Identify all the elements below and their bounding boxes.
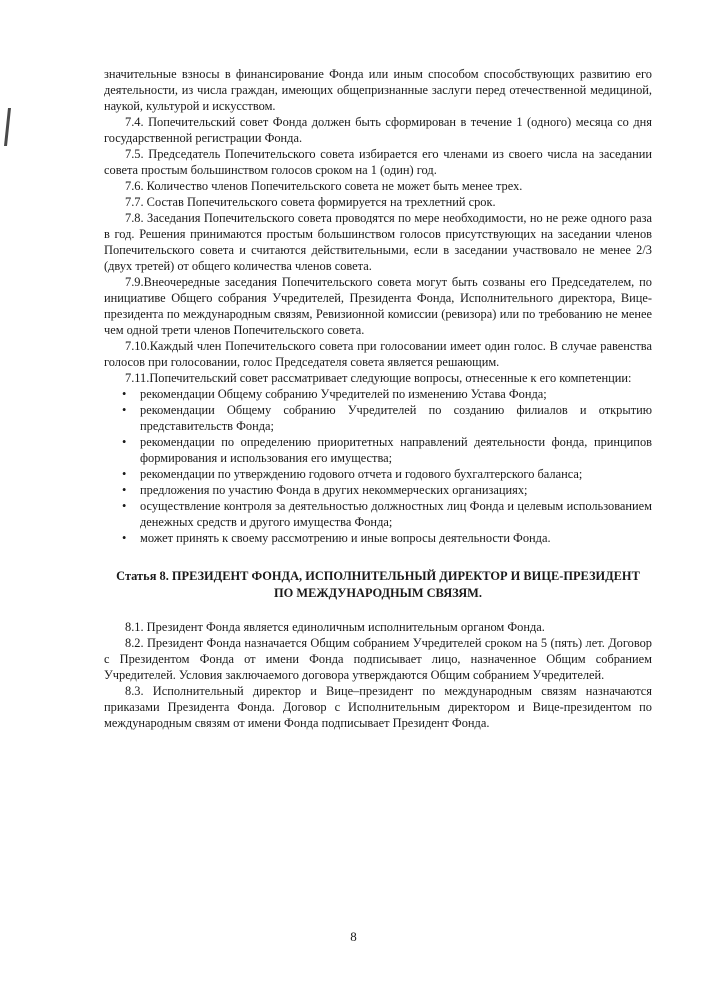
paragraph-7-5: 7.5. Председатель Попечительского совета избирается его членами из своего числа на заседании совета простым большинством голосов сроком на 1 (один) год. <box>104 147 652 177</box>
article-8-heading: Статья 8. ПРЕЗИДЕНТ ФОНДА, ИСПОЛНИТЕЛЬНЫЙ ДИРЕКТОР И ВИЦЕ-ПРЕЗИДЕНТ ПО МЕЖДУНАРОДНЫМ СВЯЗЯМ. <box>116 569 640 600</box>
bullet-icon: • <box>122 467 127 481</box>
list-item <box>104 386 652 402</box>
bullet-icon: • <box>122 387 127 401</box>
bullet-icon: • <box>122 499 127 513</box>
bullet-icon: • <box>122 403 127 417</box>
competence-list <box>104 386 652 546</box>
list-item <box>104 530 652 546</box>
paragraph-7-6: 7.6. Количество членов Попечительского совета не может быть менее трех. <box>125 179 523 193</box>
list-item-text: рекомендации по утверждению годового отчета и годового бухгалтерского баланса; <box>140 467 583 481</box>
document-page <box>104 66 652 731</box>
list-item-text: рекомендации Общему собранию Учредителей по созданию филиалов и открытию представительств Фонда; <box>140 403 652 433</box>
bullet-icon: • <box>122 435 127 449</box>
paragraph-7-9: 7.9.Внеочередные заседания Попечительского совета могут быть созваны его Председателем, по инициативе Общего собрания Учредителей, Президента Фонда, Исполнительного директора, Вице-президента по международным связям, Ревизионной комиссии (ревизора) или по требованию не менее чем одной трети членов Попечительского совета. <box>104 275 652 337</box>
bullet-icon: • <box>122 531 127 545</box>
paragraph-7-11: 7.11.Попечительский совет рассматривает следующие вопросы, отнесенные к его компетенции: <box>125 371 632 385</box>
page-number: 8 <box>350 929 357 944</box>
list-item-text: рекомендации по определению приоритетных направлений деятельности фонда, принципов формирования и использования его имущества; <box>140 435 652 465</box>
scan-artifact-mark <box>4 108 11 146</box>
paragraph-8-3: 8.3. Исполнительный директор и Вице–президент по международным связям назначаются приказами Президента Фонда. Договор с Исполнительным директором и Вице-президентом по международным связям от имени Фонда подписывает Президент Фонда. <box>104 684 652 730</box>
list-item <box>104 434 652 466</box>
list-item <box>104 498 652 530</box>
list-item-text: может принять к своему рассмотрению и иные вопросы деятельности Фонда. <box>140 531 551 545</box>
list-item <box>104 466 652 482</box>
paragraph-7-7: 7.7. Состав Попечительского совета формируется на трехлетний срок. <box>125 195 496 209</box>
list-item-text: рекомендации Общему собранию Учредителей по изменению Устава Фонда; <box>140 387 547 401</box>
list-item <box>104 402 652 434</box>
bullet-icon: • <box>122 483 127 497</box>
paragraph-8-1: 8.1. Президент Фонда является единоличным исполнительным органом Фонда. <box>125 620 545 634</box>
list-item-text: предложения по участию Фонда в других некоммерческих организациях; <box>140 483 528 497</box>
paragraph-7-4: 7.4. Попечительский совет Фонда должен быть сформирован в течение 1 (одного) месяца со дня государственной регистрации Фонда. <box>104 115 652 145</box>
list-item <box>104 482 652 498</box>
paragraph-8-2: 8.2. Президент Фонда назначается Общим собранием Учредителей сроком на 5 (пять) лет. Договор с Президентом Фонда от имени Фонда подписывает лицо, назначенное Общим собранием Учредителей. Условия заключаемого договора утверждаются Общим собранием Учредителей. <box>104 636 652 682</box>
list-item-text: осуществление контроля за деятельностью должностных лиц Фонда и целевым использованием денежных средств и другого имущества Фонда; <box>140 499 652 529</box>
paragraph-continuation: значительные взносы в финансирование Фонда или иным способом способствующих развитию его деятельности, из числа граждан, имеющих общепризнанные заслуги перед отечественной медициной, наукой, культурой и искусством. <box>104 67 652 113</box>
paragraph-7-8: 7.8. Заседания Попечительского совета проводятся по мере необходимости, но не реже одного раза в год. Решения принимаются простым большинством голосов присутствующих на заседании членов Попечительского совета и считаются действительными, если в заседании участвовало не менее 2/3 (двух третей) от общего количества членов совета. <box>104 211 652 273</box>
paragraph-7-10: 7.10.Каждый член Попечительского совета при голосовании имеет один голос. В случае равенства голосов при голосовании, голос Председателя совета является решающим. <box>104 339 652 369</box>
